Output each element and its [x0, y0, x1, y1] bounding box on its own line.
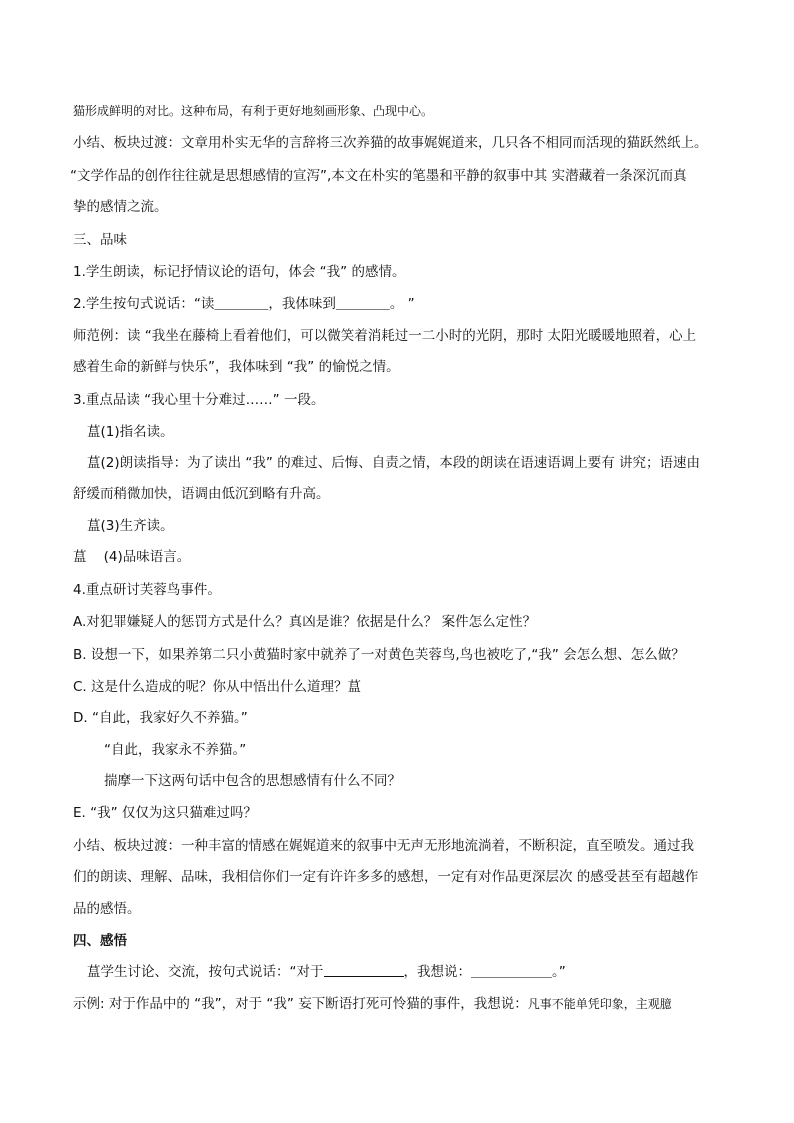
text-line-1: 猫形成鲜明的对比。这种布局，有利于更好地刻画形象、凸现中心。: [73, 104, 434, 118]
text-line-28: [87, 962, 744, 982]
text-line-20: D. “自此，我家好久不养猫。”: [73, 710, 248, 726]
text-line-12: 蒀(2)朗读指导：为了读出 “我” 的难过、后悔、自责之情，本段的朗读在语速语调上要有 讲究；语速由: [87, 455, 700, 471]
text-line-14: 蒀(3)生齐读。: [87, 518, 174, 534]
text-line-19: C. 这是什么造成的呢？你从中悟出什么道理？蒀: [73, 679, 362, 695]
text-line-8: 师范例：读 “我坐在藤椅上看着他们，可以微笑着消耗过一二小时的光阴，那时 太阳光暖暖地照着，心上: [73, 328, 697, 344]
text-line-10: 3.重点品读 “我心里十分难过……” 一段。: [73, 392, 325, 408]
fill-in-blank-line: [324, 962, 404, 977]
text-line-29: [73, 994, 744, 1014]
text-line-24: 小结、板块过渡：一种丰富的情感在娓娓道来的叙事中无声无形地流淌着，不断积淀，直至喷发。通过我: [73, 838, 694, 854]
text-line-9: 感着生命的新鲜与快乐”，我体味到 “我” 的愉悦之情。: [73, 359, 400, 375]
text-line-26: 品的感悟。: [73, 901, 141, 917]
section-heading-3: 三、品味: [73, 232, 127, 248]
text-line-23: E. “我” 仅仅为这只猫难过吗？: [73, 805, 257, 821]
text-line-2: 小结、板块过渡：文章用朴实无华的言辞将三次养猫的故事娓娓道来，几只各不相同而活现的猫跃然纸上。: [73, 135, 708, 151]
text-line-25: 们的朗读、理解、品味，我相信你们一定有许许多多的感想，一定有对作品更深层次 的感受甚至有超越作: [73, 869, 699, 885]
text-line-16: 4.重点研讨芙蓉鸟事件。: [73, 582, 221, 598]
example-answer: 凡事不能单凭印象，主观臆: [527, 997, 672, 1011]
text-line-13: 舒缓而稍微加快，语调由低沉到略有升高。: [73, 486, 330, 502]
text-line-7: 2.学生按句式说话：“读＿＿＿＿，我体味到＿＿＿＿。 ”: [73, 296, 415, 312]
example-prefix: 示例: 对于作品中的 “我”，对于 “我” 妄下断语打死可怜猫的事件，我想说：: [73, 996, 528, 1012]
text-line-22: 揣摩一下这两句话中包含的思想感情有什么不同？: [104, 773, 401, 789]
text-line-4: 挚的感情之流。: [73, 199, 168, 215]
text-line-21: “自此，我家永不养猫。”: [104, 742, 247, 758]
sentence-pattern-prefix: 蒀学生讨论、交流，按句式说话：“对于: [87, 964, 324, 980]
text-line-17: A.对犯罪嫌疑人的惩罚方式是什么？真凶是谁？依据是什么？ 案件怎么定性？: [73, 614, 537, 630]
text-line-11: 蒀(1)指名读。: [87, 424, 174, 440]
text-line-3: “文学作品的创作往往就是思想感情的宣泻”,本文在朴实的笔墨和平静的叙事中其 实潜藏着一条深沉而真: [70, 168, 687, 184]
text-line-6: 1.学生朗读，标记抒情议论的语句，体会 “我” 的感情。: [73, 264, 406, 280]
section-heading-4: 四、感悟: [73, 933, 127, 949]
text-line-15: 蒀 (4)品味语言。: [73, 549, 191, 565]
text-line-18: B. 设想一下，如果养第二只小黄猫时家中就养了一对黄色芙蓉鸟,鸟也被吃了,“我” 会怎么想、怎么做？: [73, 647, 685, 663]
sentence-pattern-suffix: ，我想说：＿＿＿＿＿＿。”: [403, 964, 566, 980]
